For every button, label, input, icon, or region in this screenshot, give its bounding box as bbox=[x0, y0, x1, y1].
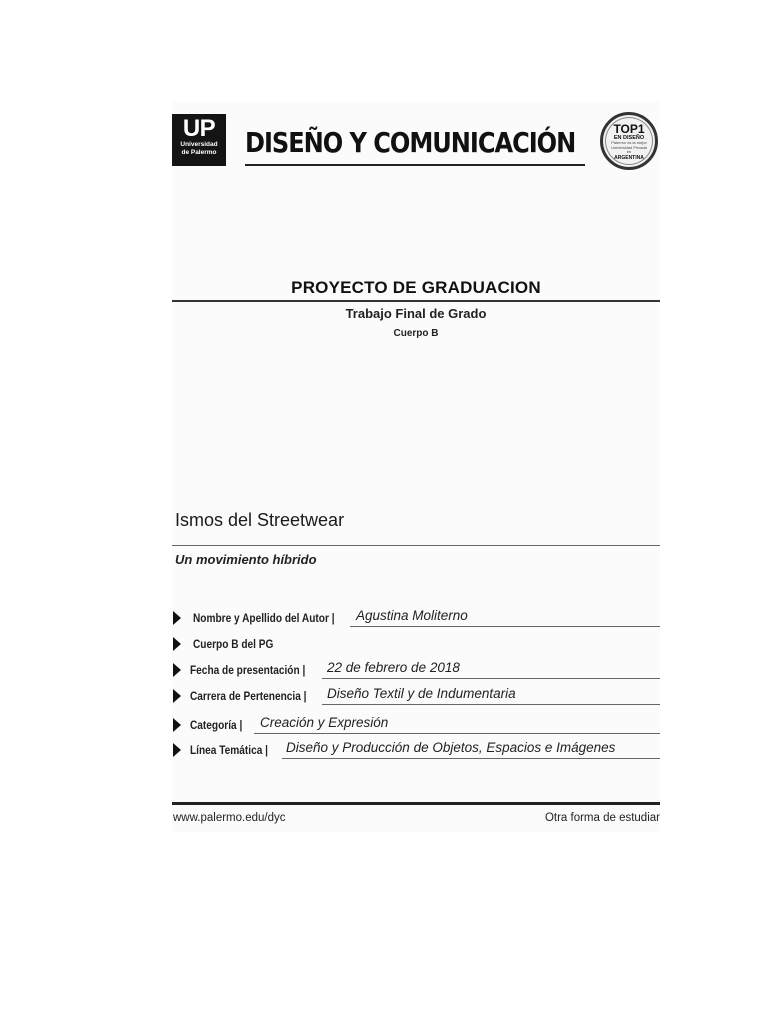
arrow-icon bbox=[173, 637, 181, 651]
field-career bbox=[172, 686, 660, 708]
arrow-icon bbox=[173, 689, 181, 703]
field-underline bbox=[254, 733, 660, 734]
document-section: Cuerpo B bbox=[393, 328, 439, 339]
logo-line-2: de Palermo bbox=[181, 148, 217, 156]
field-date bbox=[172, 660, 660, 682]
work-title: Ismos del Streetwear bbox=[175, 510, 345, 530]
field-underline bbox=[322, 704, 660, 705]
field-category bbox=[172, 715, 660, 737]
arrow-icon bbox=[173, 611, 181, 625]
faculty-title: DISEÑO Y COMUNICACIÓN bbox=[245, 126, 576, 159]
arrow-icon bbox=[173, 718, 181, 732]
field-label: Línea Temática | bbox=[190, 745, 269, 757]
title-divider bbox=[172, 300, 660, 302]
field-value: Agustina Moliterno bbox=[356, 608, 468, 623]
field-author bbox=[172, 608, 660, 630]
field-label: Carrera de Pertenencia | bbox=[190, 691, 307, 703]
field-value: 22 de febrero de 2018 bbox=[327, 660, 460, 675]
field-label: Nombre y Apellido del Autor | bbox=[193, 613, 335, 625]
logo-line-1: Universidad bbox=[180, 141, 218, 148]
field-label: Fecha de presentación | bbox=[190, 665, 306, 677]
field-underline bbox=[350, 626, 660, 627]
field-underline bbox=[282, 758, 660, 759]
field-body-b bbox=[172, 634, 660, 656]
document-title: PROYECTO DE GRADUACION bbox=[291, 278, 541, 297]
field-label: Cuerpo B del PG bbox=[193, 639, 274, 651]
header-divider bbox=[245, 164, 585, 166]
field-value: Diseño y Producción de Objetos, Espacios e Imágenes bbox=[286, 740, 616, 755]
logo-initials: UP bbox=[182, 115, 216, 142]
field-value: Creación y Expresión bbox=[260, 715, 389, 730]
seal-sub: EN DISEÑO bbox=[613, 135, 645, 141]
footer-divider bbox=[172, 802, 660, 805]
document-subtitle: Trabajo Final de Grado bbox=[345, 306, 487, 321]
seal-country: ARGENTINA bbox=[614, 154, 644, 161]
arrow-icon bbox=[173, 743, 181, 757]
top1-seal-icon bbox=[600, 112, 658, 170]
work-title-divider bbox=[172, 545, 660, 546]
footer-tagline: Otra forma de estudiar bbox=[544, 812, 660, 824]
field-label: Categoría | bbox=[190, 720, 243, 732]
university-logo bbox=[172, 114, 226, 166]
footer-url: www.palermo.edu/dyc bbox=[173, 812, 286, 824]
seal-small-text: Palermo es la mejor Universidad Privada en bbox=[611, 140, 647, 154]
arrow-icon bbox=[173, 663, 181, 677]
field-theme-line bbox=[172, 740, 660, 762]
work-subtitle: Un movimiento híbrido bbox=[175, 552, 317, 567]
field-underline bbox=[322, 678, 660, 679]
field-value: Diseño Textil y de Indumentaria bbox=[327, 686, 516, 701]
seal-top: TOP1 bbox=[613, 122, 645, 136]
